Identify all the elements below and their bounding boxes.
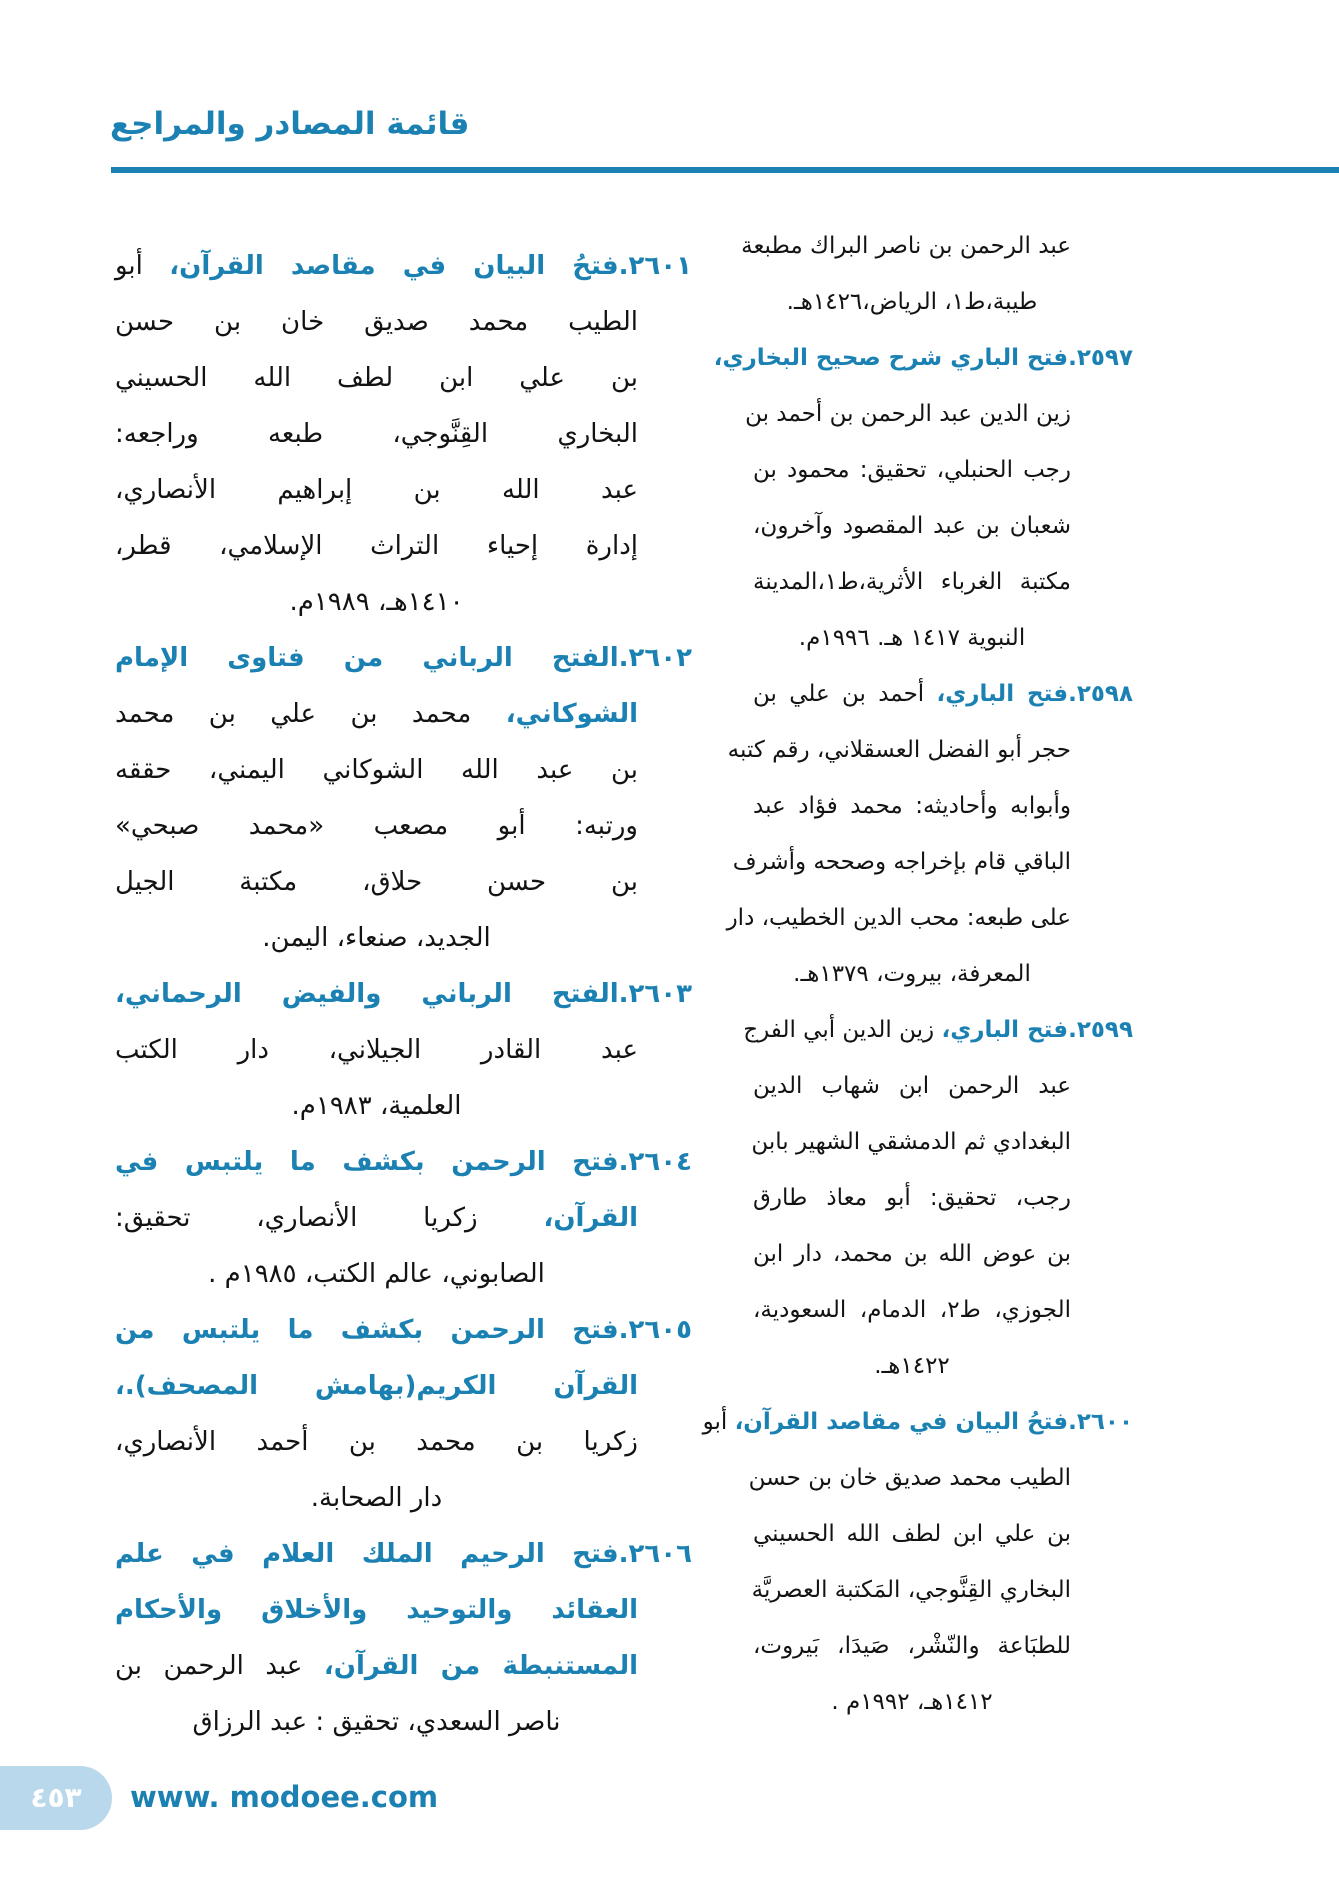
entry-line [753, 554, 1071, 610]
entry-text: بن علي ابن لطف الله الحسيني [115, 363, 638, 393]
website-link[interactable]: www. modoee.com [130, 1780, 439, 1814]
entry-text: شعبان بن عبد المقصود وآخرون، [753, 513, 1071, 539]
entry-line [115, 742, 638, 798]
page-header-title: قائمة المصادر والمراجع [110, 106, 470, 142]
entry-text: الجديد، صنعاء، اليمن. [262, 923, 491, 953]
entry-title: الفتح الرباني من فتاوى الإمام [115, 643, 619, 673]
entry-text: العلمية، ١٩٨٣م. [291, 1091, 462, 1121]
entry-text: مكتبة الغرباء الأثرية،ط١،المدينة [753, 569, 1071, 595]
entry-text: ١٤٢٢هـ. [874, 1353, 950, 1379]
entry-line [702, 1394, 1133, 1450]
entry-title: فتح الباري، [936, 681, 1069, 707]
bibliography-entry [726, 666, 1133, 1002]
entry-line [115, 1638, 638, 1694]
bibliography-entry [115, 966, 692, 1134]
entry-line [753, 1170, 1071, 1226]
entry-text: ١٤١٢هـ، ١٩٩٢م . [831, 1689, 993, 1715]
bibliography-entry [713, 330, 1133, 666]
entry-line [115, 1358, 638, 1414]
entry-line [115, 574, 638, 630]
entry-text: النبوية ١٤١٧ هـ. ١٩٩٦م. [798, 625, 1026, 651]
entry-number: ٢٥٩٧. [1068, 345, 1133, 371]
entry-line [115, 1694, 638, 1750]
entry-line [115, 1246, 638, 1302]
entry-text: ورتبه: أبو مصعب «محمد صبحي» [115, 811, 638, 841]
entry-line [115, 1078, 638, 1134]
entry-text: بن عبد الله الشوكاني اليمني، حققه [115, 755, 638, 785]
entry-line [115, 966, 692, 1022]
entry-title: فتح الرحمن بكشف ما يلتبس في [115, 1147, 619, 1177]
entry-text: زين الدين عبد الرحمن بن أحمد بن [745, 401, 1071, 427]
entry-line [753, 1618, 1071, 1674]
entry-text: ١٤١٠هـ، ١٩٨٩م. [289, 587, 464, 617]
entry-line [753, 1506, 1071, 1562]
entry-line [115, 1134, 692, 1190]
entry-text: الباقي قام بإخراجه وصححه وأشرف [732, 849, 1071, 875]
entry-line [741, 218, 1071, 274]
entry-line [115, 238, 693, 294]
entry-number: ٢٦٠١. [618, 251, 693, 281]
bibliography-entry [741, 218, 1133, 330]
entry-line [753, 946, 1071, 1002]
bibliography-entry [115, 630, 692, 966]
entry-text: بن علي ابن لطف الله الحسيني [753, 1521, 1071, 1547]
entry-line [753, 1674, 1071, 1730]
entry-number: ٢٦٠٠. [1068, 1409, 1133, 1435]
entry-number: ٢٦٠٤. [618, 1147, 692, 1177]
entry-line [748, 1450, 1071, 1506]
entry-text: رجب الحنبلي، تحقيق: محمود بن [753, 457, 1071, 483]
entry-text: زين الدين أبي الفرج [743, 1017, 942, 1043]
entry-number: ٢٥٩٨. [1068, 681, 1133, 707]
entry-line [753, 1338, 1071, 1394]
entry-line [745, 386, 1071, 442]
entry-text: أبو [115, 251, 170, 281]
entry-line [753, 1058, 1071, 1114]
entry-line [753, 274, 1071, 330]
entry-text: بن حسن حلاق، مكتبة الجيل [115, 867, 638, 897]
entry-text: أبو [702, 1409, 735, 1435]
entry-line [115, 1414, 638, 1470]
entry-title: العقائد والتوحيد والأخلاق والأحكام [115, 1595, 638, 1625]
entry-line [753, 1226, 1071, 1282]
entry-text: بن عوض الله بن محمد، دار ابن [753, 1241, 1071, 1267]
entry-line [743, 1002, 1133, 1058]
entry-text: محمد بن علي بن محمد [115, 699, 506, 729]
entry-text: وأبوابه وأحاديثه: محمد فؤاد عبد [753, 793, 1071, 819]
entry-line [753, 442, 1071, 498]
entry-title: فتح الباري، [941, 1017, 1069, 1043]
entry-line [726, 890, 1071, 946]
entry-line [115, 854, 638, 910]
entry-line [115, 1526, 692, 1582]
entry-title: فتح الباري شرح صحيح البخاري، [713, 345, 1069, 371]
entry-title: القرآن، [543, 1203, 638, 1233]
entry-text: الطيب محمد صديق خان بن حسن [748, 1465, 1071, 1491]
entry-text: عبد الله بن إبراهيم الأنصاري، [115, 475, 638, 505]
entry-line [115, 462, 638, 518]
entry-text: المعرفة، بيروت، ١٣٧٩هـ. [793, 961, 1031, 987]
entry-line [115, 630, 692, 686]
references-column-right [702, 218, 1133, 1730]
page-number-badge [0, 1766, 112, 1830]
entry-text: رجب، تحقيق: أبو معاذ طارق [753, 1185, 1071, 1211]
entry-line [115, 518, 638, 574]
bibliography-entry [115, 1526, 692, 1750]
entry-text: عبد القادر الجيلاني، دار الكتب [115, 1035, 638, 1065]
page-number: ٤٥٣ [30, 1781, 82, 1814]
bibliography-entry [115, 1134, 692, 1302]
entry-title: فتح الرحيم الملك العلام في علم [115, 1539, 619, 1569]
entry-line [115, 294, 638, 350]
entry-number: ٢٦٠٥. [618, 1315, 692, 1345]
entry-text: البخاري القِنَّوجي، طبعه وراجعه: [115, 419, 638, 449]
entry-line [115, 1470, 638, 1526]
bibliography-entry [115, 1302, 692, 1526]
entry-line [115, 1302, 692, 1358]
entry-number: ٢٦٠٣. [618, 979, 692, 1009]
entry-title: الشوكاني، [505, 699, 638, 729]
entry-line [115, 686, 638, 742]
entry-line [115, 1190, 638, 1246]
entry-line [753, 610, 1071, 666]
entry-number: ٢٦٠٦. [618, 1539, 692, 1569]
header-rule [111, 167, 1339, 173]
entry-text: إدارة إحياء التراث الإسلامي، قطر، [115, 531, 638, 561]
entry-text: زكريا بن محمد بن أحمد الأنصاري، [115, 1427, 638, 1457]
entry-text: للطبَاعة والنّشْر، صَيدَا، بَيروت، [753, 1633, 1071, 1659]
entry-title: الفتح الرباني والفيض الرحماني، [115, 979, 619, 1009]
entry-text: عبد الرحمن بن ناصر البراك مطبعة [741, 233, 1071, 259]
entry-line [727, 722, 1071, 778]
entry-line [115, 1582, 638, 1638]
entry-line [753, 666, 1133, 722]
entry-number: ٢٥٩٩. [1068, 1017, 1133, 1043]
entry-text: طيبة،ط١، الرياض،١٤٢٦هـ. [786, 289, 1038, 315]
entry-text: أحمد بن علي بن [753, 681, 937, 707]
bibliography-entry [743, 1002, 1133, 1394]
entry-title: فتح الرحمن بكشف ما يلتبس من [115, 1315, 619, 1345]
entry-line [753, 1562, 1071, 1618]
entry-text: عبد الرحمن ابن شهاب الدين [753, 1073, 1071, 1099]
entry-text: الطيب محمد صديق خان بن حسن [115, 307, 638, 337]
entry-line [115, 406, 638, 462]
entry-line [115, 798, 638, 854]
entry-text: البغدادي ثم الدمشقي الشهير بابن [751, 1129, 1071, 1155]
entry-text: على طبعه: محب الدين الخطيب، دار [726, 905, 1071, 931]
entry-text: حجر أبو الفضل العسقلاني، رقم كتبه [727, 737, 1071, 763]
entry-text: ناصر السعدي، تحقيق : عبد الرزاق [192, 1707, 561, 1737]
entry-text: دار الصحابة. [310, 1483, 443, 1513]
entry-title: فتحُ البيان في مقاصد القرآن، [734, 1409, 1069, 1435]
entry-line [115, 910, 638, 966]
entry-title: المستنبطة من القرآن، [323, 1651, 639, 1681]
entry-line [732, 834, 1071, 890]
entry-line [753, 778, 1071, 834]
entry-line [115, 1022, 638, 1078]
entry-line [713, 330, 1133, 386]
entry-text: زكريا الأنصاري، تحقيق: [115, 1203, 544, 1233]
entry-text: البخاري القِنَّوجي، المَكتبة العصريَّة [751, 1577, 1071, 1603]
entry-text: الجوزي، ط٢، الدمام، السعودية، [753, 1297, 1071, 1323]
entry-text: عبد الرحمن بن [115, 1651, 324, 1681]
entry-text: الصابوني، عالم الكتب، ١٩٨٥م . [208, 1259, 545, 1289]
entry-line [115, 350, 638, 406]
entry-title: القرآن الكريم(بهامش المصحف).، [115, 1371, 638, 1401]
references-column-left [115, 238, 692, 1750]
entry-number: ٢٦٠٢. [618, 643, 692, 673]
entry-title: فتحُ البيان في مقاصد القرآن، [169, 251, 619, 281]
bibliography-entry [702, 1394, 1133, 1730]
bibliography-entry [115, 238, 692, 630]
entry-line [753, 1282, 1071, 1338]
entry-line [753, 1114, 1071, 1170]
entry-line [753, 498, 1071, 554]
